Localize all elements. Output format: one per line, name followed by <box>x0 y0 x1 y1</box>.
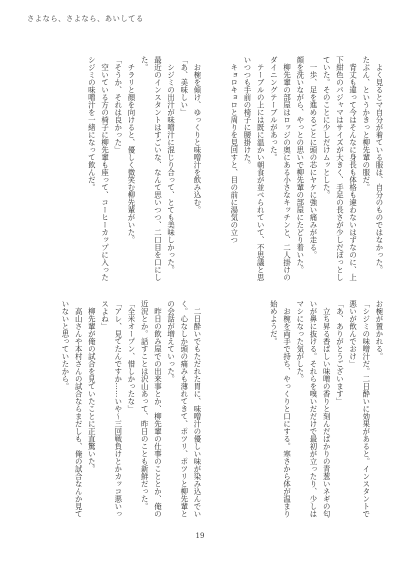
paragraph: よく見るとマ自分が着ている服は、自分のものではなかった。 <box>375 56 384 274</box>
paragraph: お椀が置かれる。 <box>375 300 384 360</box>
paragraph: お椀を両手で持ち、やっくりと口にする。寒さから体が温まり始めようだ。 <box>269 300 292 518</box>
paragraph: お椀を傾け、ゆっくりと味噌汁を飲み込む。 <box>193 56 202 214</box>
text-column-right-top <box>220 56 386 288</box>
paragraph: シジミの出汁が味噌汁に混じり合って、とても美味しかった。 <box>166 56 176 274</box>
dialogue-line: 「シジミの味噌汁だ。二日酔いに効果があると。インスタントで悪いが飲んでおけ」 <box>348 300 371 518</box>
dialogue-line: 「そうか、それは良かった」 <box>113 56 123 154</box>
paragraph: 立ち昇る香ばしい味噌の香りと刻んだばかりの青葱いネギの匂いが鼻に抜ける。それらを嗅いだだけで最初が立ったり、少しはマシになった気がした。 <box>295 300 332 518</box>
paragraph: 一歩、足を進めるごとに頭の芯にヤケに強い痛みが走る。 <box>308 56 318 259</box>
dialogue-line: 「あ、美味しい」 <box>179 56 189 116</box>
dialogue-line: 「全米オープン、惜しかったな」 <box>126 300 136 413</box>
paragraph: 顔を洗いながら、やっとの思いで柳先輩の部屋にたどり着いた。 <box>295 56 305 274</box>
paragraph: 空いている方の椅子に柳先輩も座って、コーヒーカップに入ったシジミの味噌汁を一緒になって飲んだ。 <box>87 56 110 281</box>
paragraph: テーブルの上には既に温かい朝食が並べられていて、不思議と思いつつも手前の椅子に腰掛けた。 <box>242 56 266 281</box>
text-column-right-bottom <box>220 300 386 522</box>
paragraph: 柳先輩の部屋はロッジの奥にある小さなキッチンと、二人掛けのダイニングテーブルがあった。 <box>269 56 292 281</box>
paragraph: 柳先輩が俺の試合を見ていたことに正直驚いた。 <box>87 300 97 473</box>
dialogue-line: 「アレ、見てたんですか……いや～三回戦負けとかカッコ悪いっスよね」 <box>100 300 123 518</box>
paragraph: 昨日の飲み屋での出来事とか、柳先輩の仕事のこととか、俺の近況とか。話すことは沢山あって、昨日のことも新鮮だった。 <box>140 300 163 518</box>
paragraph: 背丈も違って今はそんなに身長も体格も違わないはずなのに、上下紺色のパジャマはサイズが大きく、手足の長さが少しだぼっとしていた。そのことに少しだけムッとした。 <box>322 56 358 281</box>
page-number: 19 <box>195 532 205 540</box>
dialogue-line: 「あ、ありがとうございます」 <box>335 300 345 405</box>
paragraph: チラリと顔を向けると、優しく微笑む柳先輩がいた。 <box>126 56 136 244</box>
paragraph: 二日酔いでもただれた胃に、味噌汁の優しい味が染み込んでいく。心なしか頭の痛みも薄れてきて、ポツリ、ポツリと柳先輩との会話が増えていった。 <box>166 300 202 518</box>
paragraph: 最近のインスタントはすごいな、なんて思いつつ、二口目を口にした。 <box>140 56 163 281</box>
running-header-title: さよなら、さよなら、あいしてる <box>27 14 144 23</box>
text-column-left-top <box>24 56 204 288</box>
paragraph: キョロキョロと周りを見回すと、目の前に湯気の立つ <box>229 56 239 244</box>
paragraph: 高山さんや本村さんの試合ならまだしも、俺の試合なんか見ていないと思っていたから。 <box>60 300 84 518</box>
text-column-left-bottom <box>24 300 204 522</box>
paragraph: たぶん、というかきっと柳先輩の服だ。 <box>361 56 371 191</box>
